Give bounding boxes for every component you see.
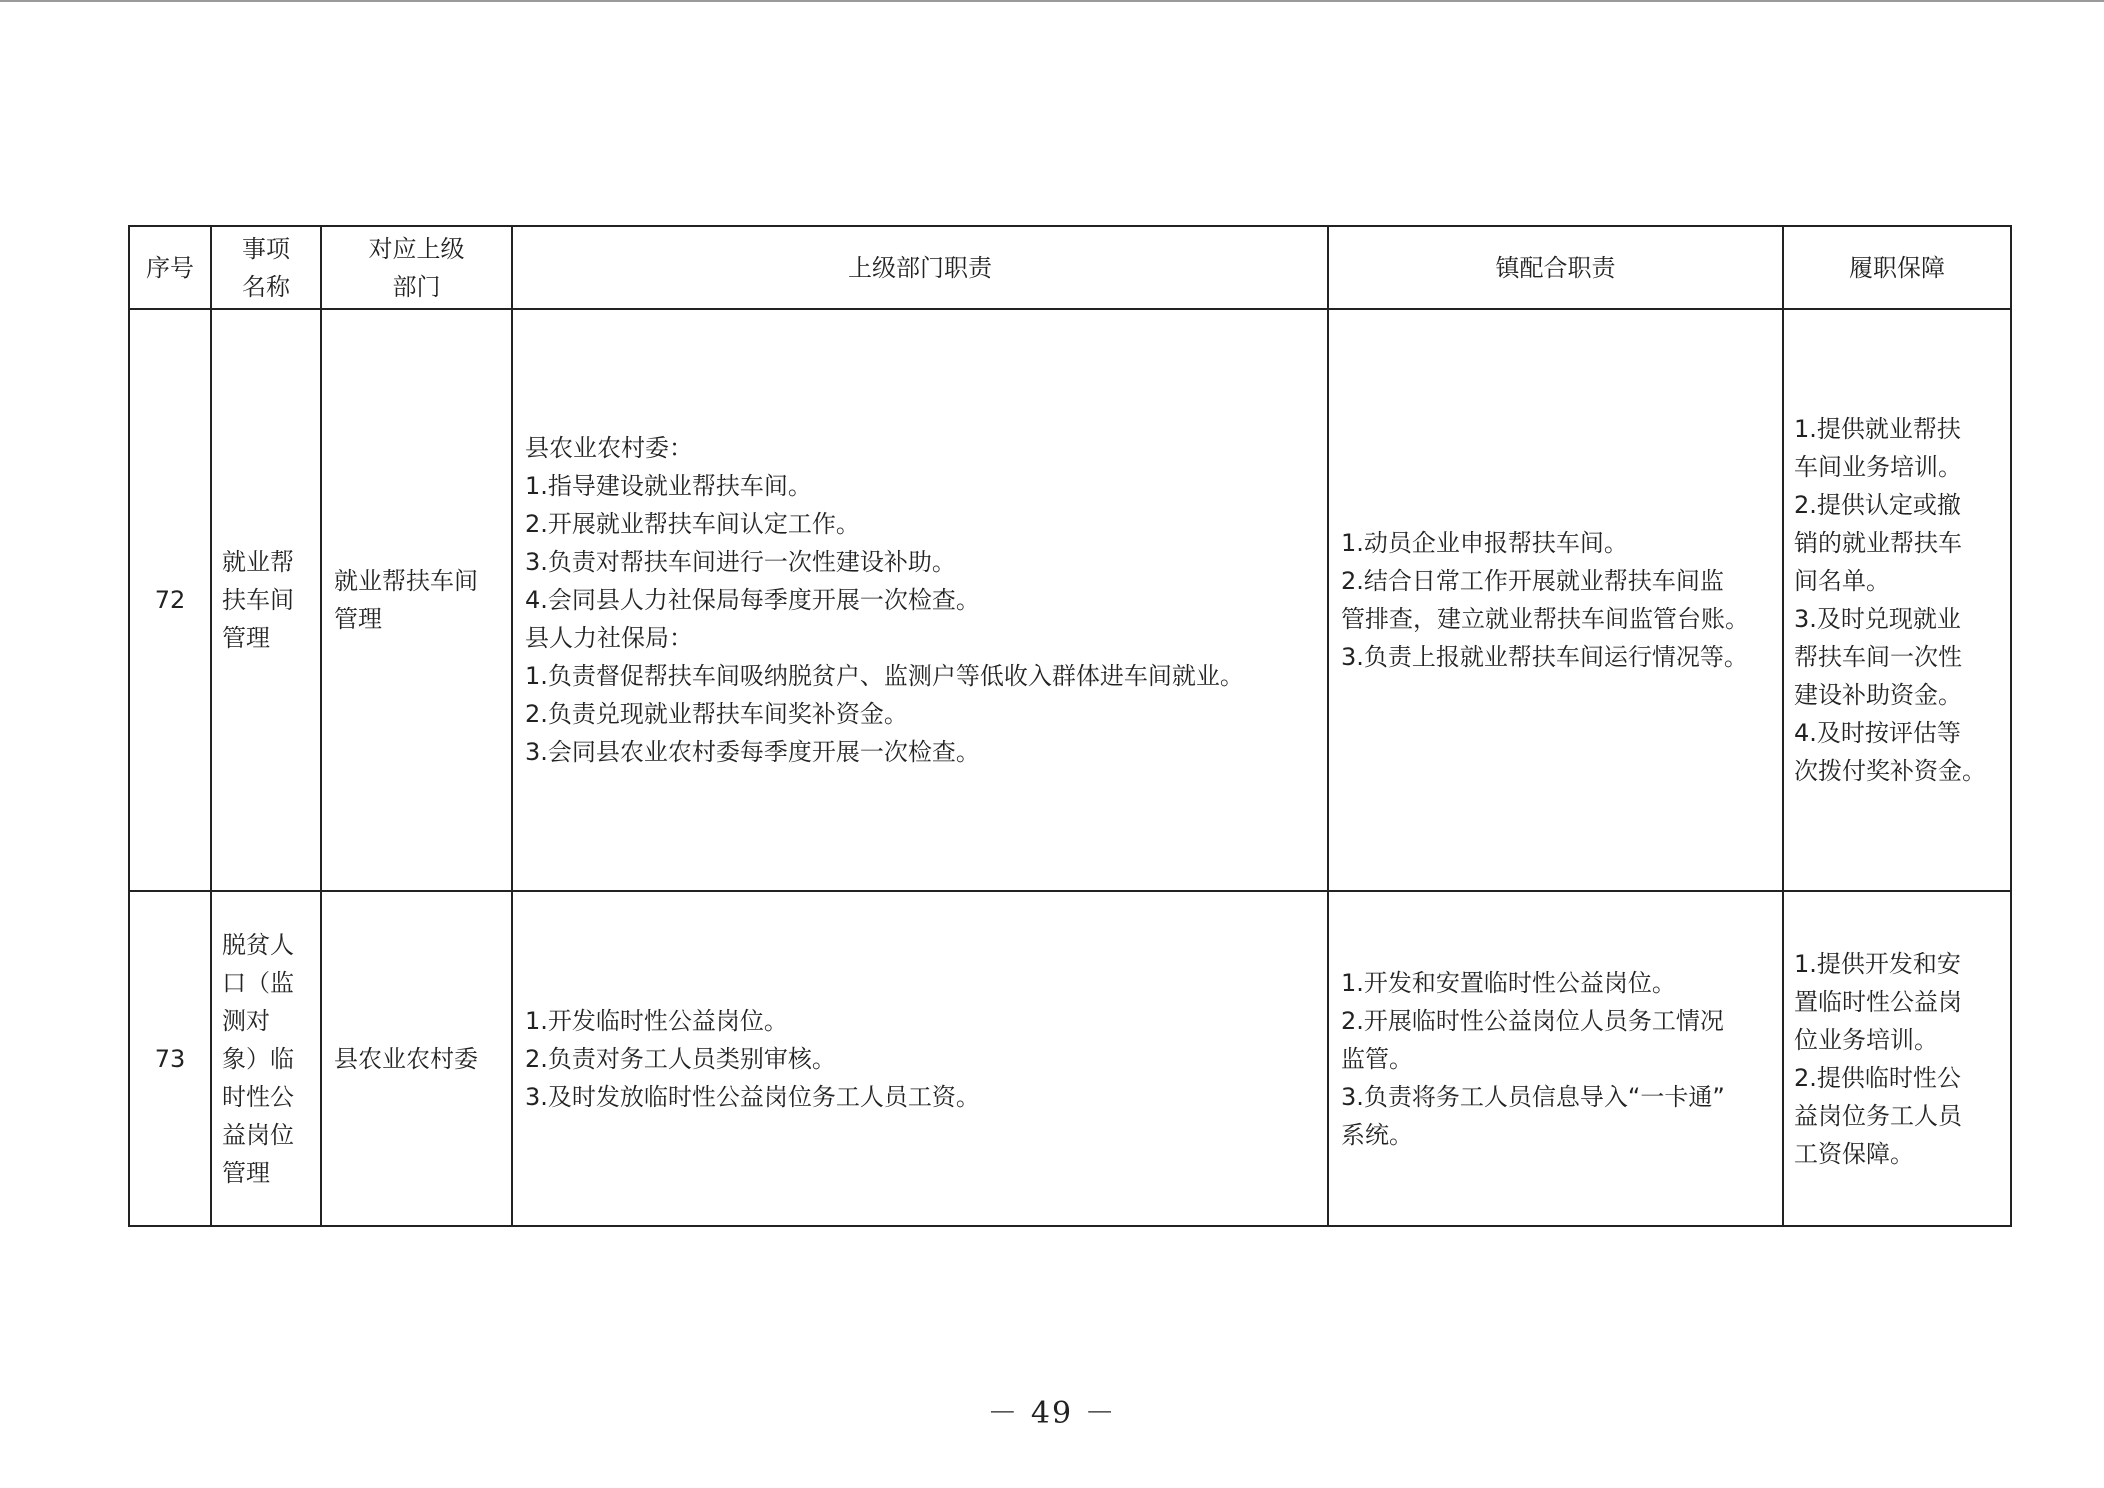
header-upper-dept: 对应上级 部门 — [321, 226, 512, 309]
cell-upper-dept: 县农业农村委 — [321, 891, 512, 1226]
duty-table — [128, 225, 2012, 1227]
cell-guarantee: 1.提供就业帮扶 车间业务培训。 2.提供认定或撤 销的就业帮扶车 间名单。 3.及时兑现就业 帮扶车间一次性 建设补助资金。 4.及时按评估等 次拨付奖补资金。 — [1783, 309, 2011, 891]
header-upper-duty: 上级部门职责 — [512, 226, 1328, 309]
cell-seq: 72 — [129, 309, 211, 891]
cell-upper-dept: 就业帮扶车间 管理 — [321, 309, 512, 891]
cell-town-duty: 1.开发和安置临时性公益岗位。 2.开展临时性公益岗位人员务工情况 监管。 3.负责将务工人员信息导入“一卡通” 系统。 — [1328, 891, 1783, 1226]
header-town-duty: 镇配合职责 — [1328, 226, 1783, 309]
header-row — [129, 226, 2011, 309]
cell-town-duty: 1.动员企业申报帮扶车间。 2.结合日常工作开展就业帮扶车间监 管排查，建立就业帮扶车间监管台账。 3.负责上报就业帮扶车间运行情况等。 — [1328, 309, 1783, 891]
top-border-line — [0, 0, 2104, 2]
header-seq: 序号 — [129, 226, 211, 309]
cell-seq: 73 — [129, 891, 211, 1226]
table-row-73 — [129, 891, 2011, 1226]
cell-guarantee: 1.提供开发和安 置临时性公益岗 位业务培训。 2.提供临时性公 益岗位务工人员 工资保障。 — [1783, 891, 2011, 1226]
cell-item-name: 脱贫人 口（监 测对 象）临 时性公 益岗位 管理 — [211, 891, 321, 1226]
header-item-name: 事项 名称 — [211, 226, 321, 309]
table-row-72 — [129, 309, 2011, 891]
cell-upper-duty: 县农业农村委： 1.指导建设就业帮扶车间。 2.开展就业帮扶车间认定工作。 3.负责对帮扶车间进行一次性建设补助。 4.会同县人力社保局每季度开展一次检查。 县人力社保局： 1.负责督促帮扶车间吸纳脱贫户、监测户等低收入群体进车间就业。 2.负责兑现就业帮扶车间奖补资金。 3.会同县农业农村委每季度开展一次检查。 — [512, 309, 1328, 891]
header-guarantee: 履职保障 — [1783, 226, 2011, 309]
page-number: － 49 － — [987, 1396, 1117, 1431]
cell-upper-duty: 1.开发临时性公益岗位。 2.负责对务工人员类别审核。 3.及时发放临时性公益岗位务工人员工资。 — [512, 891, 1328, 1226]
cell-item-name: 就业帮 扶车间 管理 — [211, 309, 321, 891]
